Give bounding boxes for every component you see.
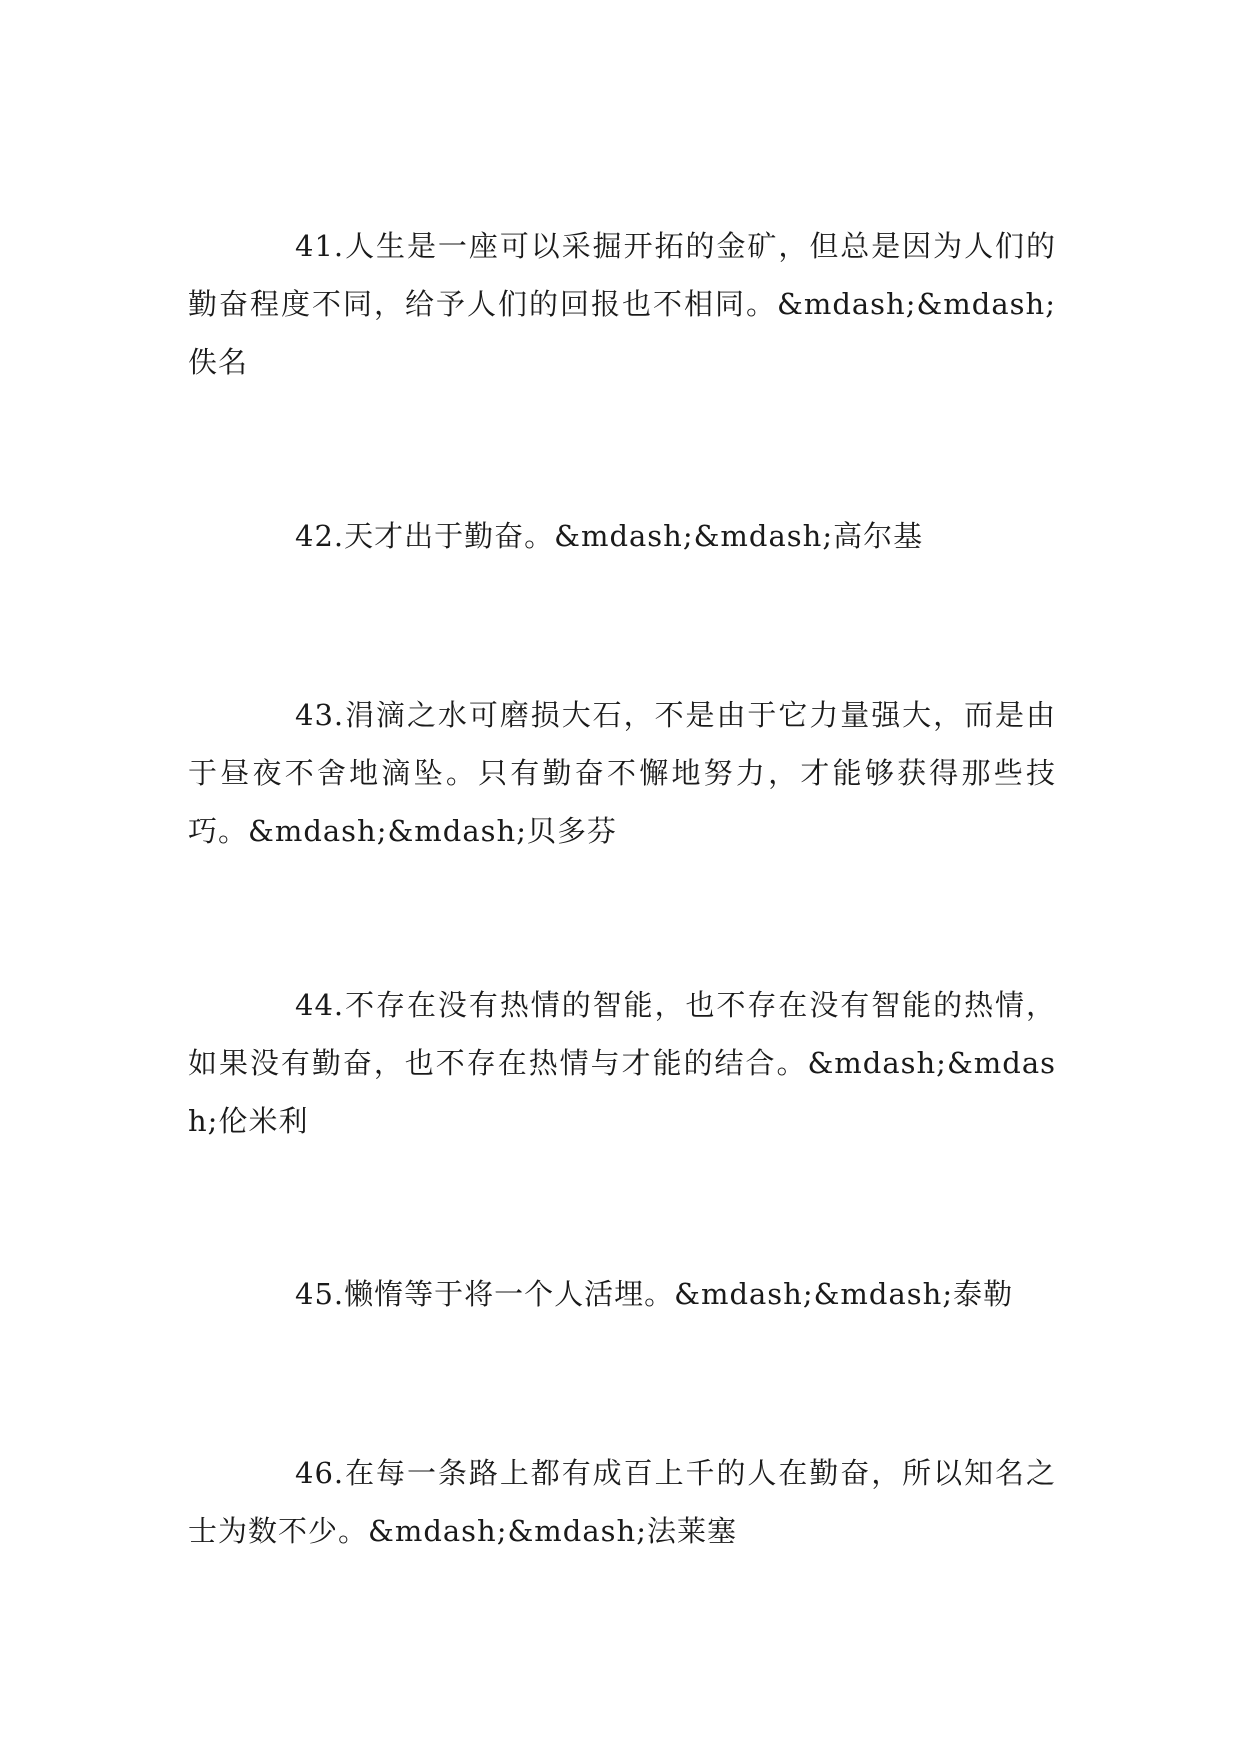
quote-paragraph bbox=[188, 217, 1056, 391]
quote-number: 41. bbox=[295, 229, 345, 263]
quote-paragraph bbox=[188, 507, 1056, 565]
quote-paragraph bbox=[188, 1444, 1056, 1560]
quote-text: 涓滴之水可磨损大石，不是由于它力量强大，而是由于昼夜不舍地滴坠。只有勤奋不懈地努力，才能够获得那些技巧。&mdash;&mdash;贝多芬 bbox=[188, 698, 1056, 848]
quote-paragraph bbox=[188, 976, 1056, 1150]
quote-paragraph bbox=[188, 1265, 1056, 1323]
quote-text: 在每一条路上都有成百上千的人在勤奋，所以知名之士为数不少。&mdash;&mdash;法莱塞 bbox=[188, 1456, 1056, 1548]
quote-number: 42. bbox=[295, 519, 345, 553]
quote-text: 懒惰等于将一个人活埋。&mdash;&mdash;泰勒 bbox=[344, 1277, 1014, 1311]
quote-text: 天才出于勤奋。&mdash;&mdash;高尔基 bbox=[344, 519, 924, 553]
quote-number: 43. bbox=[295, 698, 345, 732]
quote-number: 45. bbox=[295, 1277, 345, 1311]
quote-text: 不存在没有热情的智能，也不存在没有智能的热情，如果没有勤奋，也不存在热情与才能的结合。&mdash;&mdash;伦米利 bbox=[188, 988, 1056, 1138]
quote-paragraph bbox=[188, 686, 1056, 860]
quote-text: 人生是一座可以采掘开拓的金矿，但总是因为人们的勤奋程度不同，给予人们的回报也不相同。&mdash;&mdash;佚名 bbox=[188, 229, 1056, 379]
quote-number: 46. bbox=[295, 1456, 345, 1490]
quote-number: 44. bbox=[295, 988, 345, 1022]
